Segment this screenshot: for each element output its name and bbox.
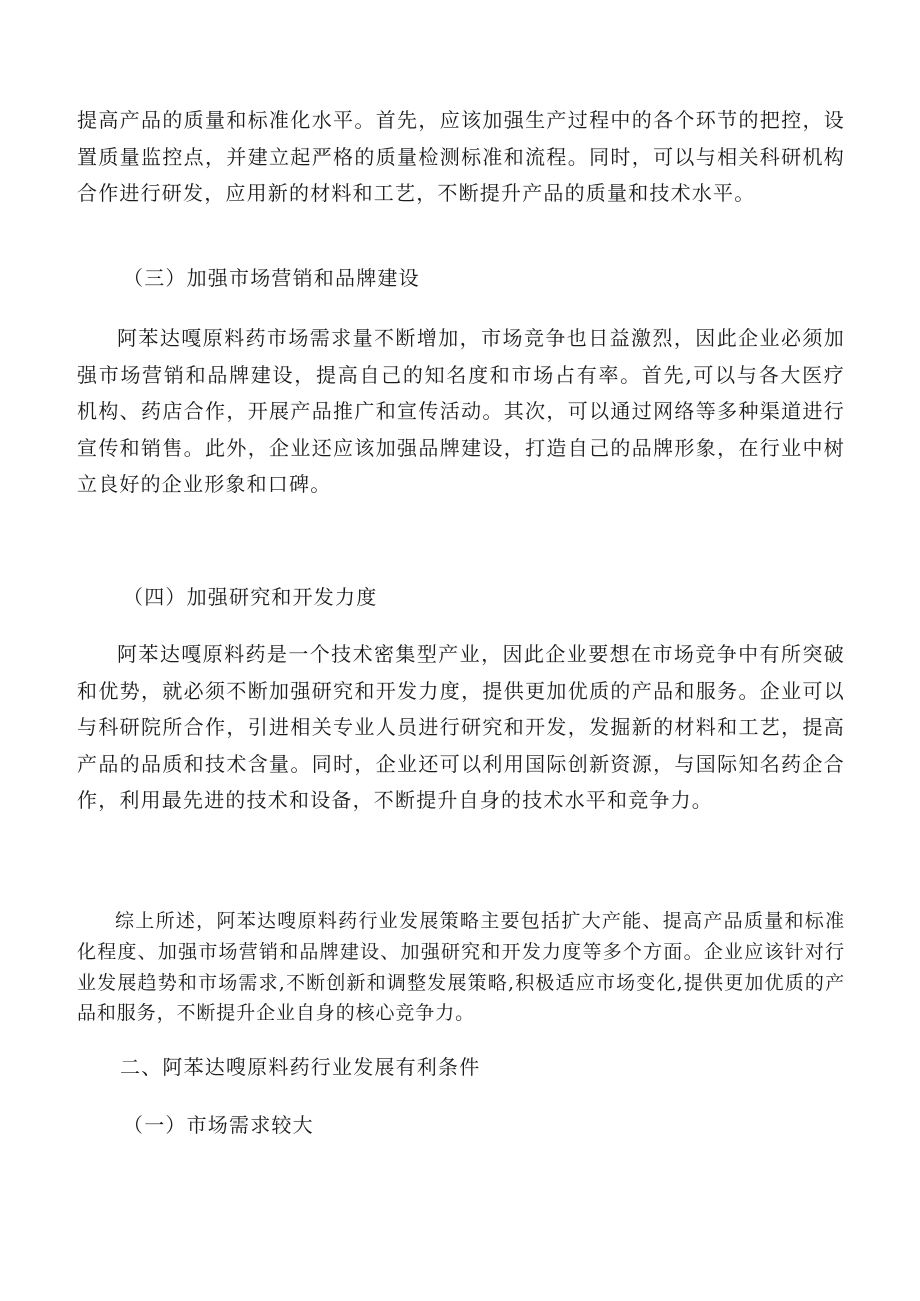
section-heading-favorable-conditions: 二、阿苯达嗖原料药行业发展有利条件 — [120, 1055, 481, 1079]
paragraph-product-quality: 提高产品的质量和标准化水平。首先，应该加强生产过程中的各个环节的把控，设置质量监控点，并建立起严格的质量检测标准和流程。同时，可以与相关科研机构合作进行研发，应用新的材料和工艺，不断提升产品的质量和技术水平。 — [77, 108, 845, 205]
heading-research-development: （四）加强研究和开发力度 — [123, 585, 378, 609]
paragraph-marketing-branding: 阿苯达嘎原料药市场需求量不断增加，市场竞争也日益激烈，因此企业必须加强市场营销和品牌建设，提高自己的知名度和市场占有率。首先,可以与各大医疗机构、药店合作，开展产品推广和宣传活动。其次，可以通过网络等多种渠道进行宣传和销售。此外，企业还应该加强品牌建设，打造自己的品牌形象，在行业中树立良好的企业形象和口碑。 — [77, 326, 845, 496]
paragraph-research-development: 阿苯达嘎原料药是一个技术密集型产业，因此企业要想在市场竞争中有所突破和优势，就必须不断加强研究和开发力度，提供更加优质的产品和服务。企业可以与科研院所合作，引进相关专业人员进行研究和开发，发掘新的材料和工艺，提高产品的品质和技术含量。同时，企业还可以利用国际创新资源，与国际知名药企合作，利用最先进的技术和设备，不断提升自身的技术水平和竞争力。 — [77, 642, 845, 812]
paragraph-summary: 综上所述，阿苯达嗖原料药行业发展策略主要包括扩大产能、提高产品质量和标准化程度、加强市场营销和品牌建设、加强研究和开发力度等多个方面。企业应该针对行业发展趋势和市场需求,不断创新和调整发展策略,积极适应市场变化,提供更加优质的产品和服务，不断提升企业自身的核心竞争力。 — [77, 910, 845, 1025]
heading-marketing-branding: （三）加强市场营销和品牌建设 — [123, 266, 420, 290]
subheading-market-demand: （一）市场需求较大 — [123, 1113, 314, 1137]
